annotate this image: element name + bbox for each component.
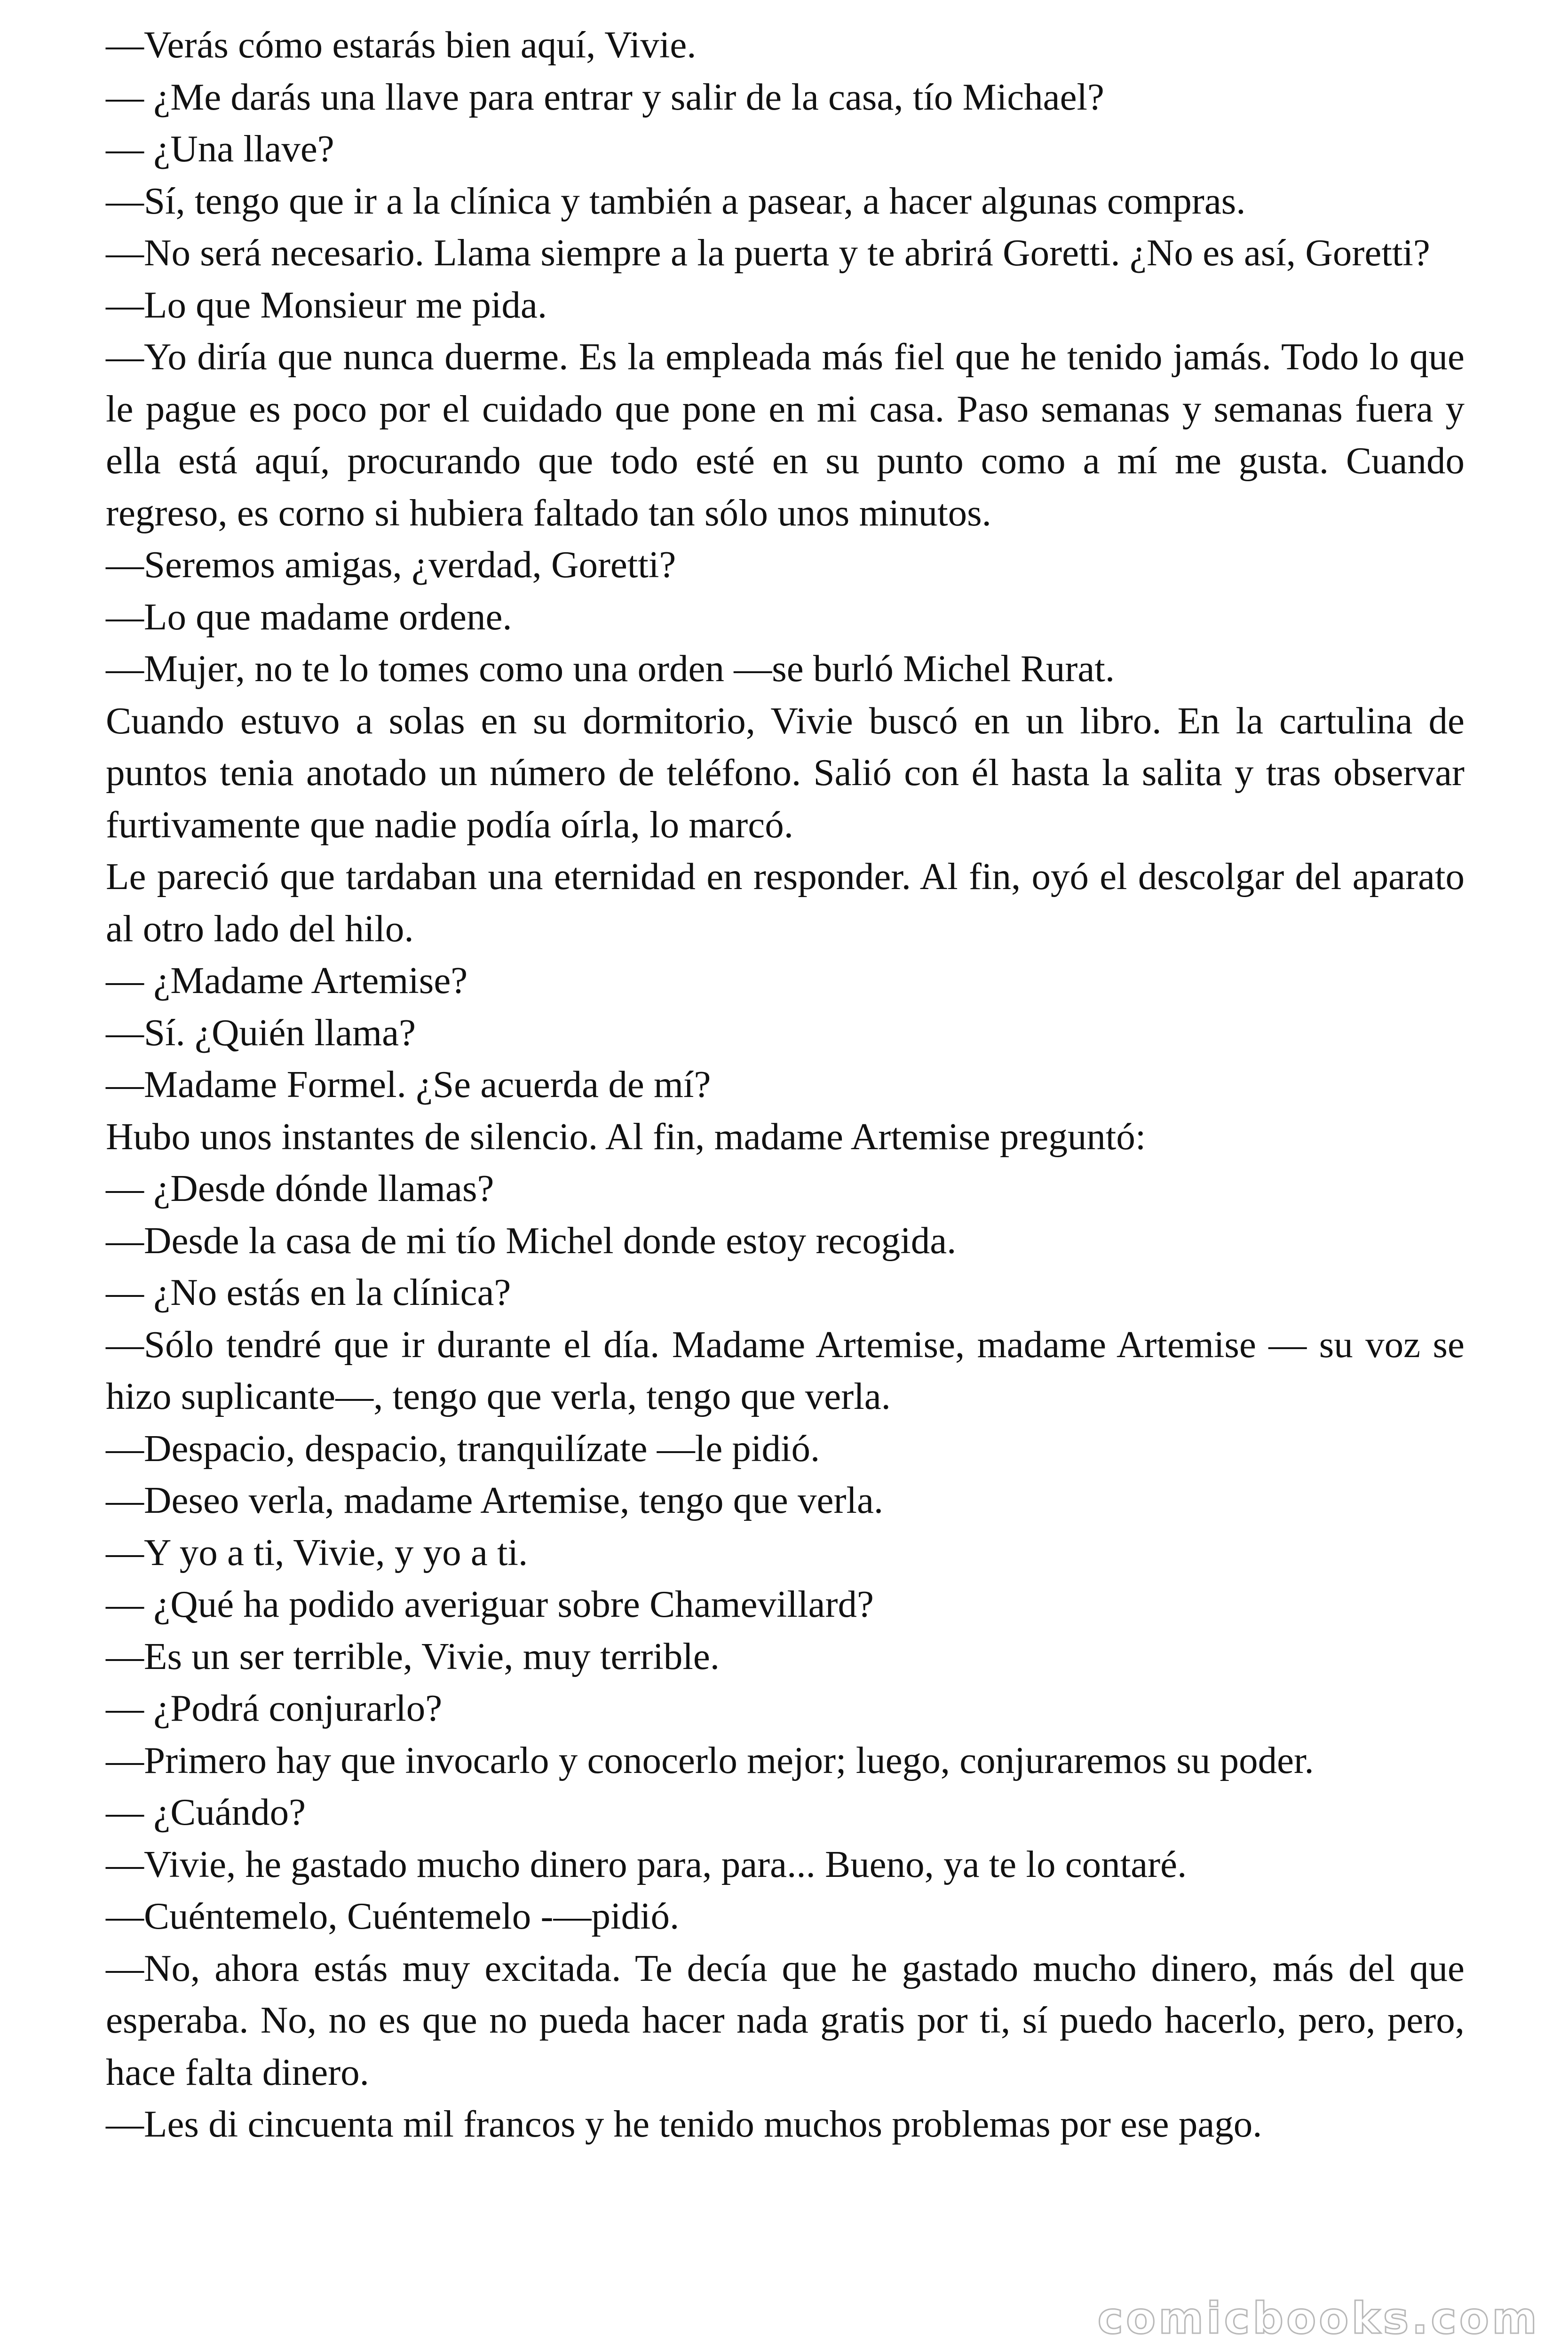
paragraph: — ¿Qué ha podido averiguar sobre Chamevillard? bbox=[106, 1583, 874, 1625]
paragraph: —Seremos amigas, ¿verdad, Goretti? bbox=[106, 543, 676, 586]
paragraph: —No será necesario. Llama siempre a la puerta y te abrirá Goretti. ¿No es así, Goretti? bbox=[106, 231, 1430, 274]
watermark-text: comicbooks.com bbox=[1097, 2293, 1540, 2344]
paragraph: — ¿Me darás una llave para entrar y salir de la casa, tío Michael? bbox=[106, 75, 1105, 118]
paragraph: —Cuéntemelo, Cuéntemelo -—pidió. bbox=[106, 1895, 680, 1937]
paragraph: —No, ahora estás muy excitada. Te decía que he gastado mucho dinero, más del que esperaba. No, no es que no pueda hacer nada gratis por ti, sí puedo hacerlo, pero, pero, hace falta dinero. bbox=[106, 1947, 1465, 2093]
paragraph: —Primero hay que invocarlo y conocerlo mejor; luego, conjuraremos su poder. bbox=[106, 1739, 1314, 1781]
paragraph: —Verás cómo estarás bien aquí, Vivie. bbox=[106, 24, 697, 66]
paragraph: —Es un ser terrible, Vivie, muy terrible. bbox=[106, 1635, 720, 1677]
paragraph: —Vivie, he gastado mucho dinero para, para... Bueno, ya te lo contaré. bbox=[106, 1843, 1187, 1885]
paragraph: Cuando estuvo a solas en su dormitorio, Vivie buscó en un libro. En la cartulina de puntos tenia anotado un número de teléfono. Salió con él hasta la salita y tras observar furtivamente que nadie podía oírla, lo marcó. bbox=[106, 699, 1465, 846]
paragraph: Hubo unos instantes de silencio. Al fin, madame Artemise preguntó: bbox=[106, 1115, 1146, 1158]
paragraph: —Les di cincuenta mil francos y he tenido muchos problemas por ese pago. bbox=[106, 2103, 1262, 2145]
paragraph: Le pareció que tardaban una eternidad en responder. Al fin, oyó el descolgar del aparato al otro lado del hilo. bbox=[106, 855, 1465, 950]
paragraph: — ¿Madame Artemise? bbox=[106, 959, 468, 1001]
paragraph: —Madame Formel. ¿Se acuerda de mí? bbox=[106, 1063, 711, 1105]
paragraph: —Sí. ¿Quién llama? bbox=[106, 1011, 416, 1054]
paragraph: — ¿Cuándo? bbox=[106, 1791, 306, 1833]
paragraph: —Despacio, despacio, tranquilízate —le pidió. bbox=[106, 1427, 820, 1470]
paragraph: — ¿Desde dónde llamas? bbox=[106, 1167, 494, 1209]
paragraph: —Sólo tendré que ir durante el día. Madame Artemise, madame Artemise — su voz se hizo suplicante—, tengo que verla, tengo que verla. bbox=[106, 1323, 1465, 1417]
paragraph: —Lo que madame ordene. bbox=[106, 595, 512, 638]
document-body bbox=[106, 19, 1465, 2150]
paragraph: — ¿No estás en la clínica? bbox=[106, 1271, 511, 1313]
paragraph: —Mujer, no te lo tomes como una orden —se burló Michel Rurat. bbox=[106, 647, 1115, 690]
paragraph: —Sí, tengo que ir a la clínica y también a pasear, a hacer algunas compras. bbox=[106, 179, 1246, 222]
paragraph: —Yo diría que nunca duerme. Es la empleada más fiel que he tenido jamás. Todo lo que le pague es poco por el cuidado que pone en mi casa. Paso semanas y semanas fuera y ella está aquí, procurando que todo esté en su punto como a mí me gusta. Cuando regreso, es corno si hubiera faltado tan sólo unos minutos. bbox=[106, 335, 1465, 534]
paragraph: —Deseo verla, madame Artemise, tengo que verla. bbox=[106, 1479, 884, 1521]
paragraph: —Desde la casa de mi tío Michel donde estoy recogida. bbox=[106, 1219, 957, 1262]
paragraph: —Lo que Monsieur me pida. bbox=[106, 283, 547, 326]
paragraph: — ¿Podrá conjurarlo? bbox=[106, 1687, 443, 1729]
paragraph: —Y yo a ti, Vivie, y yo a ti. bbox=[106, 1531, 528, 1573]
paragraph: — ¿Una llave? bbox=[106, 127, 334, 170]
